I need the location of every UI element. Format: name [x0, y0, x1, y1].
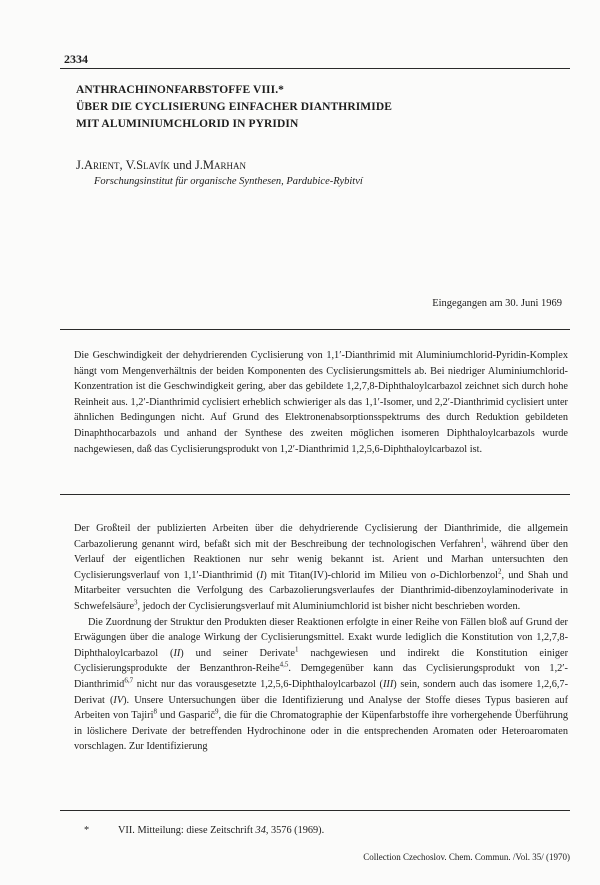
compound-label: III: [383, 678, 394, 690]
text-run: ) und seiner Derivate: [180, 647, 296, 659]
header-rule: [60, 68, 570, 69]
author-separator: ,: [119, 158, 126, 172]
footnote-text-before: VII. Mitteilung: diese Zeitschrift: [118, 825, 256, 836]
footnote: [84, 825, 324, 836]
text-run: und Gasparič: [156, 710, 216, 722]
reference-superscript: 3: [134, 598, 138, 607]
page-number: 2334: [64, 52, 88, 66]
text-run: , die für die Chromatographie der Küpenfarbstoffe ihre vorhergehende Überführung in löslichere Derivate der betreffenden Hydrochinone oder in die entsprechenden Aromaten oder Heteroaromaten vorschlagen. Zur Identifizierung: [74, 710, 568, 753]
author-conjunction: und: [169, 158, 195, 172]
reference-superscript: 8: [153, 707, 157, 716]
affiliation: Forschungsinstitut für organische Synthesen, Pardubice-Rybitví: [94, 176, 363, 187]
compound-label: o: [430, 569, 436, 581]
text-run: ) mit Titan(IV)-chlorid im Milieu von: [263, 569, 431, 581]
abstract-top-rule: [60, 329, 570, 330]
abstract-bottom-rule: [60, 494, 570, 495]
text-run: Der Großteil der publizierten Arbeiten über die dehydrierende Cyclisierung der Dianthrimide, die allgemein Carbazolierung genannt wird, befaßt sich mit der Beschreibung der technologischen Verfahren: [74, 523, 568, 550]
abstract: Die Geschwindigkeit der dehydrierenden Cyclisierung von 1,1′-Dianthrimid mit Aluminiumchlorid-Pyridin-Komplex hängt vom Mengenverhältnis der beiden Komponenten des Cyclisierungsmittels ab. Bei niedriger Aluminiumchlorid-Konzentration ist die Geschwindigkeit gering, aber das gebildete 1,2,7,8-Diphthaloylcarbazol zeichnet sich durch hohe Reinheit aus. 1,2′-Dianthrimid cyclisiert erheblich schwieriger als das 1,1′-Isomer, und 2,2′-Dianthrimid cyclisiert unter ähnlichen Bedingungen nicht. Auf Grund des Elektronenabsorptionsspektrums des durch Reduktion gebildeten Dinaphthocarbazols und anhand der Synthese des zweiten möglichen isomeren Diphthaloylcarbazols wurde nachgewiesen, daß das Cyclisierungsprodukt von 1,2′-Dianthrimid 1,2,5,6-Diphthaloylcarbazol ist.: [74, 350, 568, 455]
text-run: Die Zuordnung der Struktur den Produkten dieser Reaktionen erfolgte in einer Reihe von Fällen bloß auf Grund der Erwägungen über die analoge Wirkung der Cyclisierungsmittel. Exakt wurde lediglich die Konstitution von 1,2,7,8-Diphthaloylcarbazol (: [74, 616, 568, 659]
text-run: , jedoch der Cyclisierungsverlauf mit Aluminiumchlorid ist bisher nicht beschrieben worden.: [137, 600, 521, 612]
text-run: , und Shah und Mitarbeiter versuchten die Verfolgung des Carbazolierungsverlaufes der Dianthrimid-dibenzoylaminoderivate in Schwefelsäure: [74, 569, 568, 612]
compound-label: I: [259, 569, 264, 581]
author-1-initial: J.: [76, 158, 84, 172]
reference-superscript: 1: [480, 536, 484, 545]
reference-superscript: 2: [498, 567, 502, 576]
paragraph-2: [74, 615, 568, 755]
title-line-3: MIT ALUMINIUMCHLORID IN PYRIDIN: [76, 118, 299, 130]
paragraph-1: [74, 521, 568, 615]
footnote-rule: [60, 810, 570, 811]
title-line-2: ÜBER DIE CYCLISIERUNG EINFACHER DIANTHRIMIDE: [76, 101, 393, 113]
text-run: ) sein, sondern auch das isomere 1,2,6,7-Derivat (: [74, 678, 568, 706]
text-run: , während über den Verlauf der eigentlichen Reaktionen nur sehr wenig bekannt ist. Arient und Marhan untersuchten den Cyclisierungsverlauf von 1,1′-Dianthrimid (: [74, 538, 568, 581]
reference-superscript: 9: [215, 707, 219, 716]
reference-superscript: 1: [295, 645, 299, 654]
author-list: [76, 158, 246, 173]
text-run: nicht nur das vorausgesetzte 1,2,5,6-Diphthaloylcarbazol (: [133, 678, 383, 690]
author-2-initial: V.: [125, 158, 137, 172]
received-date: Eingegangen am 30. Juni 1969: [432, 298, 562, 309]
footnote-volume: 34: [255, 825, 266, 836]
compound-label: IV: [113, 694, 124, 706]
text-run: . Demgegenüber kann das Cyclisierungsprodukt von 1,2′-Dianthrimid: [74, 663, 568, 690]
text-run: nachgewiesen und indirekt die Konstitution einiger Cyclisierungsprodukte der Benzanthron-Reihe: [74, 647, 568, 675]
body-text: [74, 521, 568, 755]
journal-citation: Collection Czechoslov. Chem. Commun. /Vol. 35/ (1970): [363, 852, 570, 862]
reference-superscript: 4,5: [279, 660, 289, 669]
author-3-name: Marhan: [202, 158, 247, 172]
text-run: ). Unsere Untersuchungen über die Identifizierung und Analyse der Stoffe dieses Typus basieren auf Arbeiten von Tajiri: [74, 694, 568, 722]
footnote-mark: *: [84, 825, 90, 836]
author-3-initial: J.: [194, 158, 203, 172]
footnote-text-after: , 3576 (1969).: [265, 825, 325, 836]
author-1-name: Arient: [84, 158, 120, 172]
text-run: -Dichlorbenzol: [435, 569, 499, 581]
author-2-name: Slavík: [136, 158, 170, 172]
article-title: [76, 82, 566, 133]
title-line-1: ANTHRACHINONFARBSTOFFE VIII.*: [76, 84, 285, 96]
reference-superscript: 6,7: [124, 676, 134, 685]
compound-label: II: [173, 647, 181, 659]
